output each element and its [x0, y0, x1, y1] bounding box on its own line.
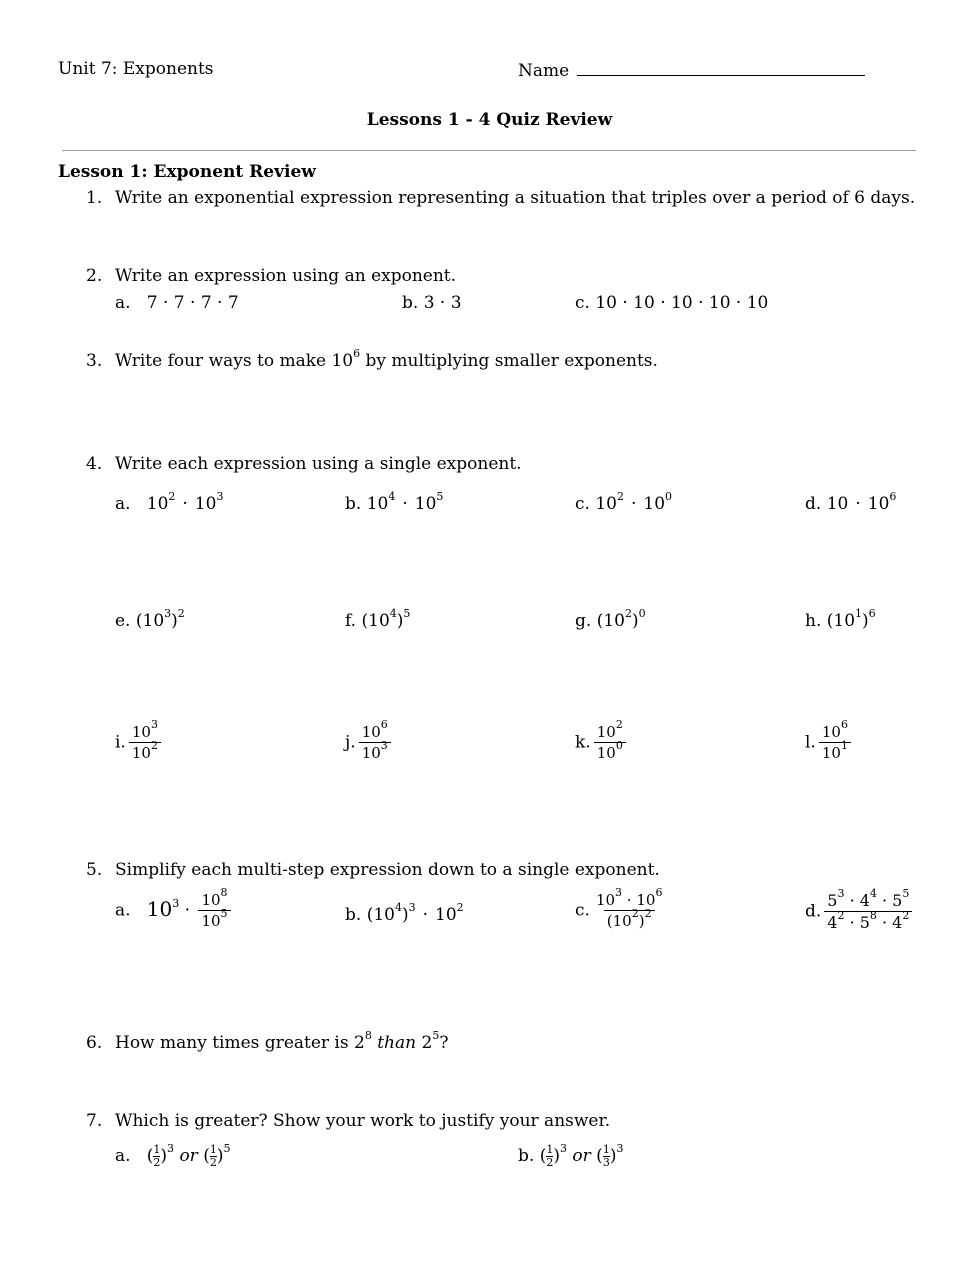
question-number: 2. — [86, 266, 103, 286]
q4-item-d: d. $10 \cdot 10^6$ — [805, 490, 897, 514]
q5-item-a: a. $10^3$ · $\frac{10^8}{10^5}$ — [115, 893, 231, 929]
question-mark: ? — [439, 1033, 449, 1053]
item-label: l. — [805, 732, 816, 753]
item-label: d. — [805, 494, 822, 514]
q7-item-b: b. ( $\frac{1}{2}$ )$^3$ or ( $\frac{1}{3}$ )$^3$ — [518, 1142, 624, 1170]
q4-item-i: i. $\frac{10^3}{10^2}$ — [115, 725, 161, 761]
q2-item-b — [402, 295, 462, 312]
q7-item-a: a. ( $\frac{1}{2}$ )$^3$ or ( $\frac{1}{2}$ )$^5$ — [115, 1142, 231, 1170]
or-word: or — [179, 1146, 198, 1167]
question-number: 1. — [86, 188, 103, 208]
item-label: i. — [115, 732, 126, 753]
item-label: k. — [575, 732, 591, 753]
question-text: Write four ways to make 10 — [115, 351, 354, 371]
question-number: 6. — [86, 1033, 103, 1053]
item-label: b. — [518, 1146, 535, 1167]
or-word: or — [572, 1146, 591, 1167]
item-label: c. — [575, 900, 590, 921]
divider — [62, 150, 916, 151]
item-label: g. — [575, 611, 592, 631]
item-expression: 10 · 10 · 10 · 10 · 10 — [595, 293, 769, 313]
q4-item-l: l. $\frac{10^6}{10^1}$ — [805, 725, 851, 761]
item-label: c. — [575, 494, 590, 514]
item-expression: 3 · 3 — [423, 293, 462, 313]
question-text: How many times greater is 2 — [115, 1033, 365, 1053]
q5-item-d: d. $\frac{5^3 \cdot 4^4 \cdot 5^5}{4^2 \cdot 5^8 \cdot 4^2}$ — [805, 893, 912, 931]
exponent: 5 — [432, 1029, 440, 1042]
question-number: 7. — [86, 1111, 103, 1131]
item-label: f. — [345, 611, 357, 631]
question-text: Write each expression using a single exponent. — [115, 454, 522, 474]
q4-item-j: j. $\frac{10^6}{10^3}$ — [345, 725, 391, 761]
item-label: b. — [345, 905, 362, 925]
question-1 — [86, 190, 915, 207]
exponent: 8 — [364, 1029, 372, 1042]
question-3 — [86, 347, 658, 371]
q4-item-e: e. $(10^3)^2$ — [115, 607, 185, 631]
q2-item-c — [575, 295, 768, 312]
item-label: j. — [345, 732, 356, 753]
question-text: Write an exponential expression representing a situation that triples over a period of 6 days. — [115, 188, 916, 208]
question-2 — [86, 268, 456, 285]
question-4 — [86, 456, 522, 473]
item-label: a. — [115, 900, 131, 921]
page-title: Lessons 1 - 4 Quiz Review — [366, 110, 613, 130]
than-word: than — [377, 1033, 417, 1053]
base: 2 — [421, 1033, 433, 1053]
question-6 — [86, 1029, 449, 1053]
item-expression: 7 · 7 · 7 · 7 — [146, 293, 239, 313]
item-label: b. — [345, 494, 362, 514]
question-number: 4. — [86, 454, 103, 474]
q4-item-a: a. $10^2 \cdot 10^3$ — [115, 490, 224, 514]
q4-item-b: b. $10^4 \cdot 10^5$ — [345, 490, 444, 514]
item-label: h. — [805, 611, 822, 631]
item-label: b. — [402, 293, 419, 313]
question-text: Simplify each multi-step expression down to a single exponent. — [115, 860, 660, 880]
q2-item-a — [115, 295, 239, 312]
name-blank-line[interactable] — [577, 61, 865, 76]
question-7 — [86, 1113, 610, 1130]
lesson-heading: Lesson 1: Exponent Review — [58, 162, 316, 182]
item-label: d. — [805, 901, 822, 922]
unit-title: Unit 7: Exponents — [58, 59, 214, 79]
q5-item-c: c. $\frac{10^3 \cdot 10^6}{(10^2)^2}$ — [575, 886, 663, 930]
name-field[interactable] — [518, 61, 865, 80]
q4-item-c: c. $10^2 \cdot 10^0$ — [575, 490, 673, 514]
item-label: a. — [115, 494, 131, 514]
item-label: e. — [115, 611, 131, 631]
q4-item-h: h. $(10^1)^6$ — [805, 607, 876, 631]
q5-item-b: b. $(10^4)^3 \cdot 10^2$ — [345, 901, 464, 925]
name-label: Name — [518, 61, 570, 81]
item-label: a. — [115, 293, 131, 313]
question-text: Which is greater? Show your work to justify your answer. — [115, 1111, 611, 1131]
question-5 — [86, 862, 660, 879]
item-label: a. — [115, 1146, 131, 1167]
q4-item-k: k. $\frac{10^2}{10^0}$ — [575, 725, 626, 761]
q4-item-f: f. $(10^4)^5$ — [345, 607, 411, 631]
question-number: 3. — [86, 351, 103, 371]
question-number: 5. — [86, 860, 103, 880]
question-text-cont: by multiplying smaller exponents. — [360, 351, 658, 371]
exponent: 6 — [353, 347, 361, 360]
q4-item-g: g. $(10^2)^0$ — [575, 607, 646, 631]
question-text: Write an expression using an exponent. — [115, 266, 457, 286]
item-label: c. — [575, 293, 590, 313]
